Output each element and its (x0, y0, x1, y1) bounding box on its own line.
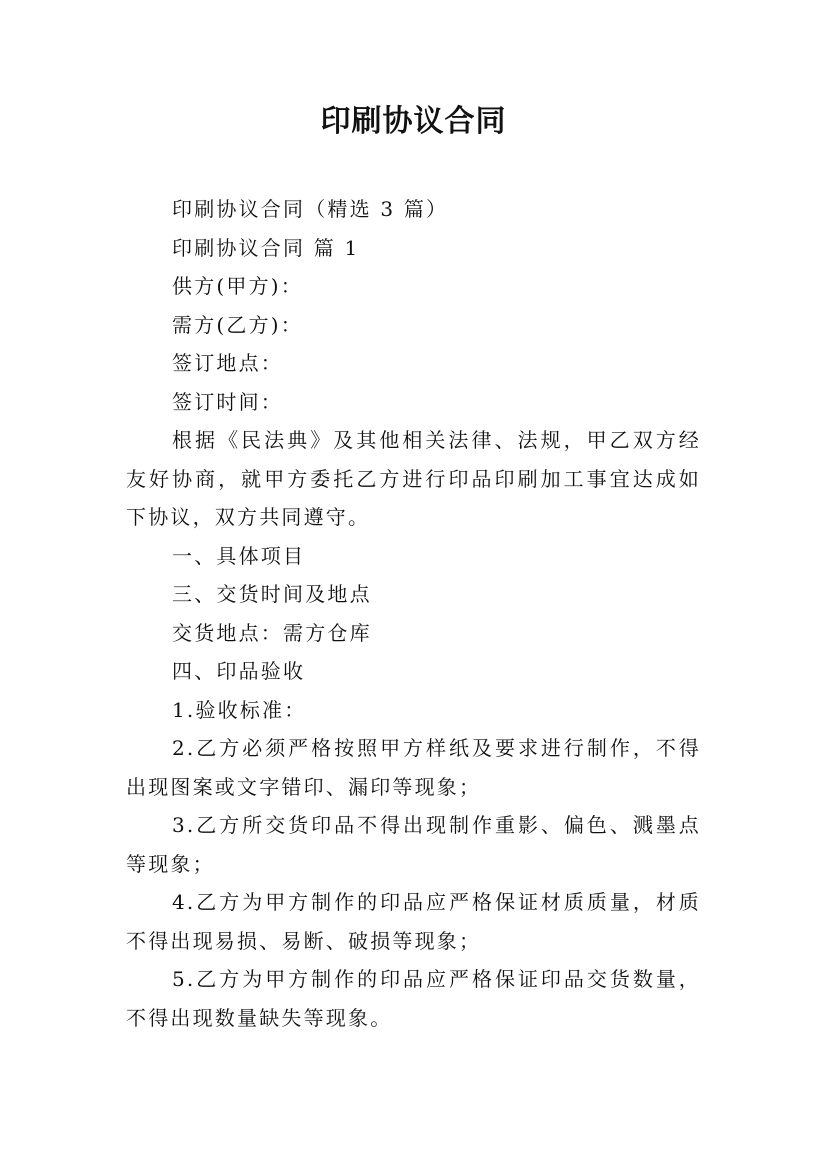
section-heading: 印刷协议合同 篇 1 (172, 235, 360, 260)
buyer-field: 需方(乙方)： (172, 312, 304, 337)
clause-heading: 三、交货时间及地点 (172, 582, 372, 606)
delivery-place-line: 交货地点：需方仓库 (172, 620, 372, 645)
signing-time-field: 签订时间： (172, 389, 283, 414)
list-item: 2.乙方必须严格按照甲方样纸及要求进行制作，不得出现图案或文字错印、漏印等现象； (126, 736, 701, 799)
clause-heading: 一、具体项目 (172, 543, 306, 568)
document-title: 印刷协议合同 (320, 104, 507, 139)
list-item: 3.乙方所交货印品不得出现制作重影、偏色、溅墨点等现象； (126, 813, 701, 876)
signing-place-field: 签订地点： (172, 351, 283, 375)
preamble-paragraph: 根据《民法典》及其他相关法律、法规，甲乙双方经友好协商，就甲方委托乙方进行印品印刷加工事宜达成如下协议，双方共同遵守。 (126, 428, 701, 529)
subtitle-line: 印刷协议合同（精选 3 篇） (172, 197, 449, 221)
list-item: 5.乙方为甲方制作的印品应严格保证印品交货数量，不得出现数量缺失等现象。 (126, 967, 701, 1030)
list-item: 1.验收标准： (172, 697, 307, 722)
list-item: 4.乙方为甲方制作的印品应严格保证材质质量，材质不得出现易损、易断、破损等现象； (126, 890, 701, 953)
clause-heading: 四、印品验收 (172, 659, 306, 683)
document-body (126, 190, 701, 1037)
supplier-field: 供方(甲方)： (172, 274, 304, 298)
